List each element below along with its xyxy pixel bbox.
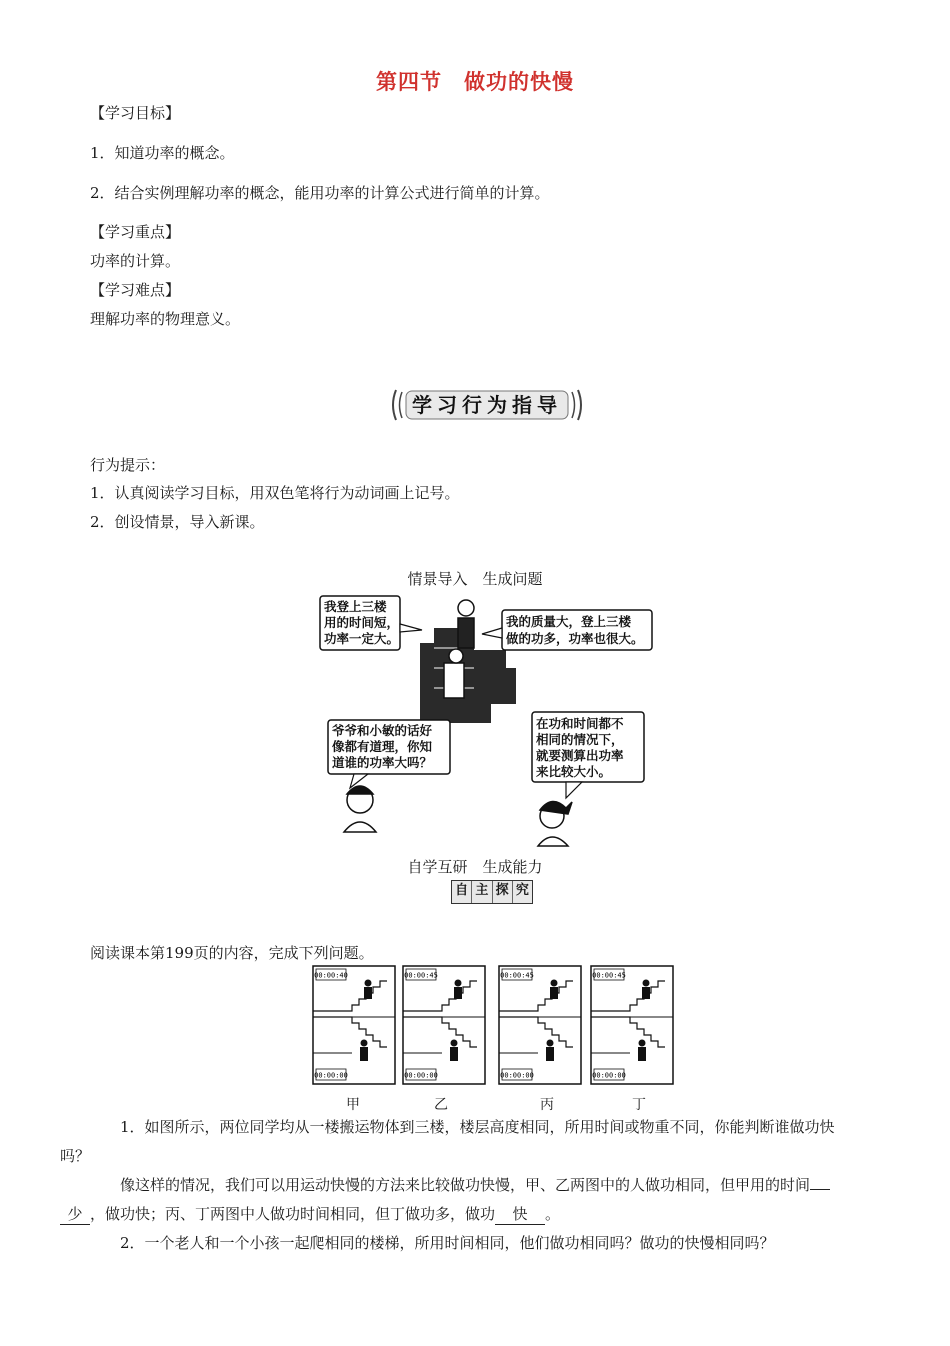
svg-text:我登上三楼 用的时间短， 功率一定大: 我登上三楼 用的时间短， 功率一定大。 — [324, 599, 400, 646]
behavior-header: 行为提示： — [90, 456, 166, 474]
speech-bubble — [482, 610, 652, 650]
reading-intro: 阅读课本第199页的内容，完成下列问题。 — [90, 944, 374, 962]
badge-char: 探 — [492, 881, 512, 903]
answer-text: ，做功快；丙、丁两图中人做功时间相同，但丁做功多，做功 — [90, 1205, 496, 1223]
answer-line-2 — [60, 1203, 560, 1225]
question-text: 1．如图所示，两位同学均从一楼搬运物体到三楼，楼层高度相同，所用时间或物重不同，你能判断谁做功快 — [120, 1118, 835, 1136]
question-text: 2．一个老人和一个小孩一起爬相同的楼梯，所用时间相同，他们做功相同吗？做功的快慢相同吗？ — [120, 1234, 775, 1252]
person-top — [643, 980, 650, 987]
speech-bubble — [532, 712, 644, 798]
speech-bubble — [320, 596, 422, 650]
timer-bottom-text: 00:00:00 — [592, 1071, 626, 1080]
question-1-cont: 吗？ — [60, 1147, 91, 1165]
panel-label: 甲 — [346, 1097, 360, 1113]
behavior-item: 2．创设情景，导入新课。 — [90, 513, 265, 531]
timer-top-text: 00:00:45 — [592, 971, 626, 980]
timer-top-text: 00:00:45 — [500, 971, 534, 980]
panel-label: 乙 — [434, 1097, 448, 1113]
answer-text: 像这样的情况，我们可以用运动快慢的方法来比较做功快慢，甲、乙两图中的人做功相同，但甲用的时间 — [120, 1176, 811, 1194]
answer-blank: 少 — [60, 1203, 90, 1225]
svg-text:在功和时间都不 相同的情况下， 就要: 在功和时间都不 相同的情况下， 就要测算出功率 来比较大小。 — [536, 716, 624, 779]
scene-illustration — [316, 588, 656, 850]
panel-label: 丙 — [540, 1097, 554, 1113]
timer-bottom-text: 00:00:00 — [314, 1071, 348, 1080]
panel-frame — [499, 966, 581, 1084]
badge-char: 主 — [471, 881, 491, 903]
goals-header: 【学习目标】 — [90, 104, 181, 122]
behavior-item: 1．认真阅读学习目标，用双色笔将行为动词画上记号。 — [90, 484, 460, 502]
question-2 — [90, 1232, 775, 1253]
scene-caption: 情景导入 生成问题 — [407, 570, 543, 588]
timer-bottom-text: 00:00:00 — [500, 1071, 534, 1080]
speech-bubble — [328, 720, 450, 788]
answer-blank: 快 — [495, 1203, 545, 1225]
person-bottom — [361, 1040, 368, 1047]
person-bottom — [547, 1040, 554, 1047]
panel-frame — [591, 966, 673, 1084]
goal-item: 2．结合实例理解功率的概念，能用功率的计算公式进行简单的计算。 — [90, 184, 550, 202]
difficulty-header: 【学习难点】 — [90, 281, 181, 299]
self-study-badge — [451, 880, 533, 904]
person-bottom — [451, 1040, 458, 1047]
goal-item: 1．知道功率的概念。 — [90, 144, 235, 162]
svg-text:我的质量大，登上三楼 做的功多，功率也很大。: 我的质量大，登上三楼 做的功多，功率也很大。 — [506, 614, 644, 646]
badge-char: 究 — [512, 881, 532, 903]
panel-frame — [313, 966, 395, 1084]
panel-label: 丁 — [632, 1097, 646, 1113]
comparison-panels — [312, 965, 674, 1087]
person-bottom — [639, 1040, 646, 1047]
question-1 — [90, 1116, 835, 1137]
timer-bottom-text: 00:00:00 — [404, 1071, 438, 1080]
timer-top-text: 00:00:45 — [404, 971, 438, 980]
panel-frame — [403, 966, 485, 1084]
person-top — [455, 980, 462, 987]
girl-figure — [538, 801, 572, 846]
timer-top-text: 00:00:40 — [314, 971, 348, 980]
difficulty-text: 理解功率的物理意义。 — [90, 310, 241, 328]
banner-text: 学习行为指导 — [412, 393, 562, 417]
person-top — [551, 980, 558, 987]
badge-char: 自 — [452, 881, 471, 903]
answer-line-1 — [90, 1174, 830, 1195]
svg-text:爷爷和小敏的话好 像都有道理，你知: 爷爷和小敏的话好 像都有道理，你知 道谁的功率大吗？ — [332, 723, 433, 770]
section-banner — [386, 386, 588, 424]
study-caption: 自学互研 生成能力 — [407, 858, 543, 876]
focus-text: 功率的计算。 — [90, 252, 181, 270]
page-title: 第四节 做功的快慢 — [376, 69, 574, 94]
focus-header: 【学习重点】 — [90, 223, 181, 241]
answer-text: 。 — [545, 1205, 561, 1223]
boy-figure — [344, 786, 376, 832]
person-top — [365, 980, 372, 987]
